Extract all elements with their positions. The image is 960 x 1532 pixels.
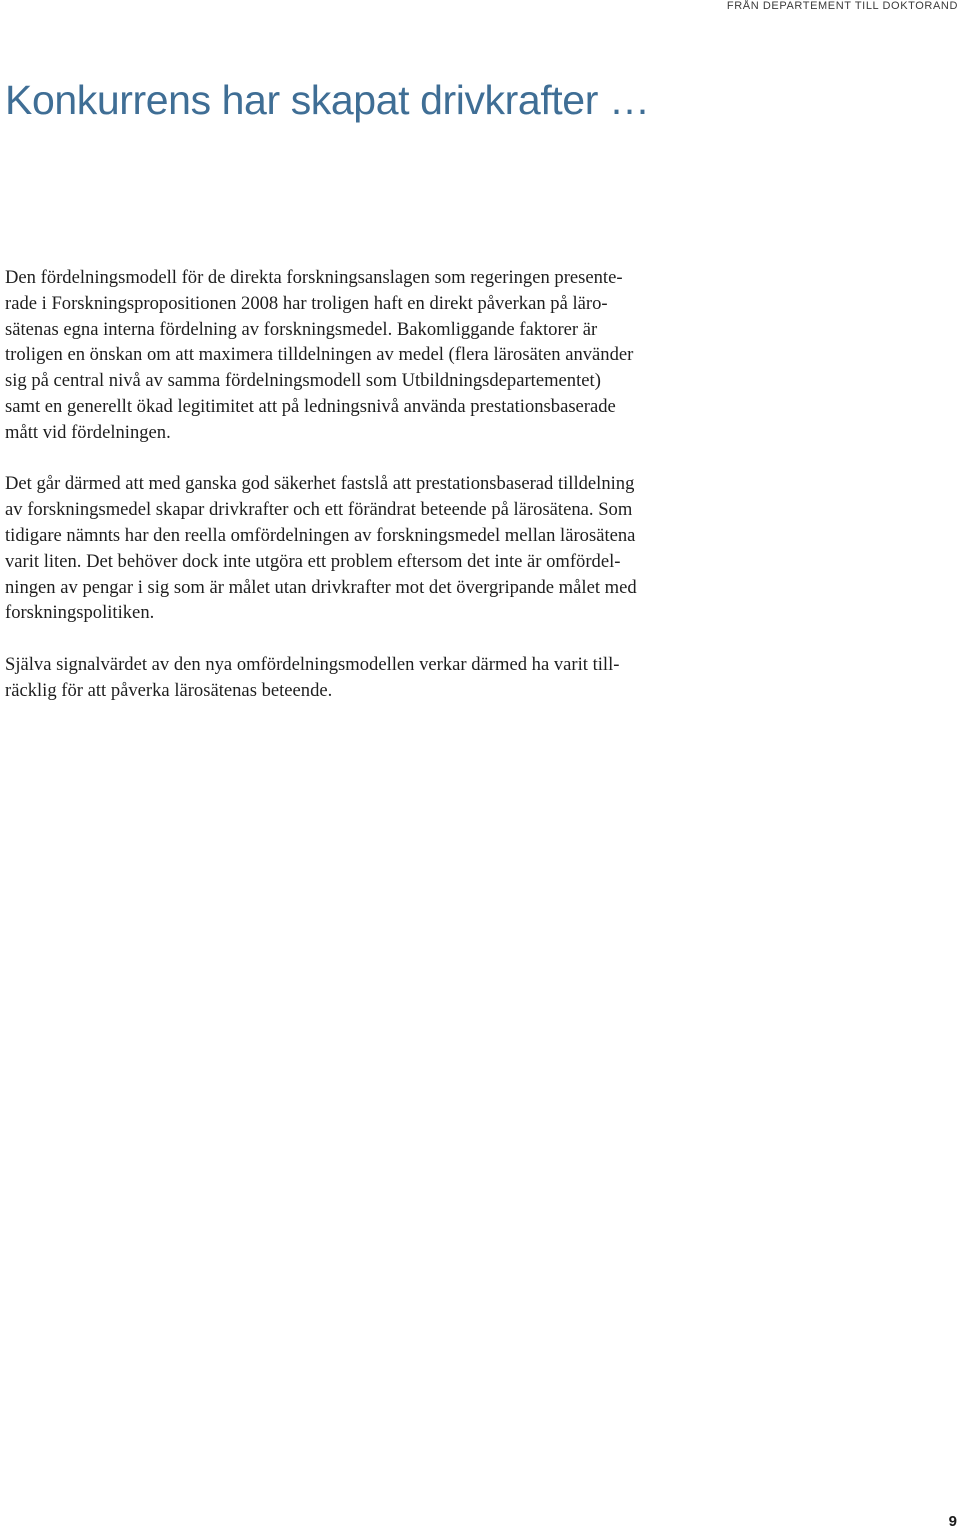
text-line: rade i Forskningspropositionen 2008 har troligen haft en direkt påverkan på läro- xyxy=(5,292,608,314)
text-line: räcklig för att påverka lärosätenas beteende. xyxy=(5,679,333,701)
body-text xyxy=(5,265,945,729)
text-line: sätenas egna interna fördelning av forskningsmedel. Bakomliggande faktorer är xyxy=(5,318,598,340)
text-line: forskningspolitiken. xyxy=(5,602,155,624)
text-line: Det går därmed att med ganska god säkerhet fastslå att prestationsbaserad tilldelning xyxy=(5,473,635,495)
paragraph xyxy=(5,265,945,446)
paragraph xyxy=(5,652,945,704)
page-title: Konkurrens har skapat drivkrafter … xyxy=(5,77,650,123)
text-line: samt en generellt ökad legitimitet att på ledningsnivå använda prestationsbaserade xyxy=(5,395,616,417)
text-line: mått vid fördelningen. xyxy=(5,421,171,443)
text-line: av forskningsmedel skapar drivkrafter och ett förändrat beteende på lärosätena. Som xyxy=(5,499,633,521)
paragraph xyxy=(5,471,945,626)
text-line: varit liten. Det behöver dock inte utgöra ett problem eftersom det inte är omfördel- xyxy=(5,550,621,572)
text-line: Själva signalvärdet av den nya omfördelningsmodellen verkar därmed ha varit till- xyxy=(5,653,620,675)
text-line: sig på central nivå av samma fördelningsmodell som Utbildningsdepartementet) xyxy=(5,370,601,392)
running-header: FRÅN DEPARTEMENT TILL DOKTORAND xyxy=(726,0,958,12)
text-line: tidigare nämnts har den reella omfördelningen av forskningsmedel mellan lärosätena xyxy=(5,524,636,546)
page-number: 9 xyxy=(948,1513,957,1530)
text-line: ningen av pengar i sig som är målet utan drivkrafter mot det övergripande målet med xyxy=(5,576,637,598)
text-line: Den fördelningsmodell för de direkta forskningsanslagen som regeringen presente- xyxy=(5,267,623,288)
text-line: troligen en önskan om att maximera tilldelningen av medel (flera lärosäten använder xyxy=(5,344,634,366)
